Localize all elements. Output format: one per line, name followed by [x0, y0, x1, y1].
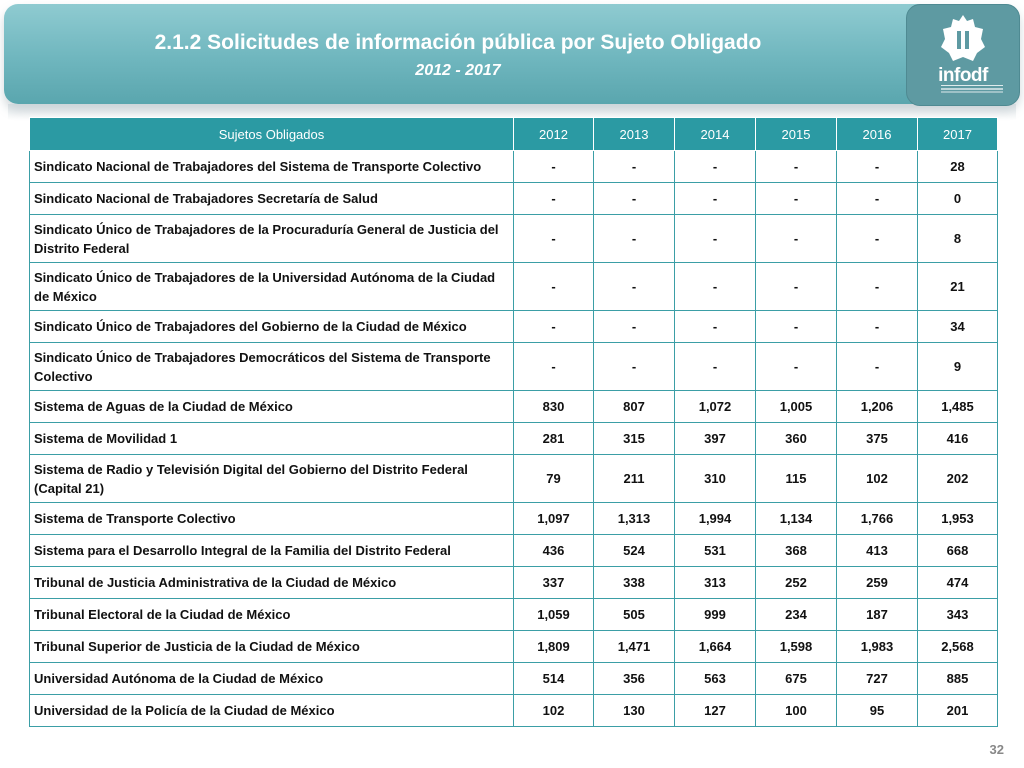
table-row: [30, 311, 998, 343]
value-cell: 102: [514, 695, 594, 727]
value-cell: 95: [837, 695, 918, 727]
subject-name-cell: Sistema de Transporte Colectivo: [30, 503, 514, 535]
table-row: [30, 631, 998, 663]
value-cell: -: [675, 263, 756, 311]
value-cell: 1,059: [514, 599, 594, 631]
value-cell: -: [594, 311, 675, 343]
shield-emblem-icon: [937, 13, 989, 63]
value-cell: -: [514, 215, 594, 263]
value-cell: 187: [837, 599, 918, 631]
table-row: [30, 263, 998, 311]
value-cell: 100: [756, 695, 837, 727]
logo-wordmark: infodf: [938, 65, 988, 86]
value-cell: 524: [594, 535, 675, 567]
value-cell: 9: [918, 343, 998, 391]
logo-tagline-lines: [941, 85, 1003, 87]
table-row: [30, 455, 998, 503]
value-cell: -: [594, 183, 675, 215]
value-cell: 1,072: [675, 391, 756, 423]
page-number: 32: [989, 742, 1004, 757]
value-cell: 1,485: [918, 391, 998, 423]
value-cell: 211: [594, 455, 675, 503]
value-cell: 416: [918, 423, 998, 455]
value-cell: 21: [918, 263, 998, 311]
value-cell: 413: [837, 535, 918, 567]
value-cell: -: [675, 311, 756, 343]
column-header-year: 2016: [837, 118, 918, 151]
table-row: [30, 503, 998, 535]
value-cell: -: [756, 311, 837, 343]
value-cell: 252: [756, 567, 837, 599]
value-cell: 999: [675, 599, 756, 631]
value-cell: 115: [756, 455, 837, 503]
table-body: [30, 151, 998, 727]
value-cell: -: [514, 263, 594, 311]
value-cell: 1,664: [675, 631, 756, 663]
subject-name-cell: Sindicato Nacional de Trabajadores Secretaría de Salud: [30, 183, 514, 215]
value-cell: 1,809: [514, 631, 594, 663]
value-cell: -: [594, 263, 675, 311]
value-cell: 0: [918, 183, 998, 215]
table-row: [30, 215, 998, 263]
table-row: [30, 663, 998, 695]
subject-name-cell: Sindicato Único de Trabajadores de la Universidad Autónoma de la Ciudad de México: [30, 263, 514, 311]
value-cell: 360: [756, 423, 837, 455]
value-cell: 368: [756, 535, 837, 567]
value-cell: 34: [918, 311, 998, 343]
table-row: [30, 423, 998, 455]
value-cell: 1,134: [756, 503, 837, 535]
page-subtitle: 2012 - 2017: [415, 62, 501, 79]
value-cell: 514: [514, 663, 594, 695]
subject-name-cell: Sistema para el Desarrollo Integral de la Familia del Distrito Federal: [30, 535, 514, 567]
value-cell: -: [837, 183, 918, 215]
value-cell: 310: [675, 455, 756, 503]
value-cell: 1,206: [837, 391, 918, 423]
value-cell: 563: [675, 663, 756, 695]
value-cell: -: [756, 263, 837, 311]
value-cell: 727: [837, 663, 918, 695]
value-cell: -: [837, 343, 918, 391]
value-cell: 1,471: [594, 631, 675, 663]
subject-name-cell: Universidad Autónoma de la Ciudad de México: [30, 663, 514, 695]
value-cell: -: [675, 343, 756, 391]
subject-name-cell: Universidad de la Policía de la Ciudad de México: [30, 695, 514, 727]
value-cell: -: [514, 343, 594, 391]
value-cell: 1,598: [756, 631, 837, 663]
value-cell: -: [756, 183, 837, 215]
page-title: 2.1.2 Solicitudes de información pública por Sujeto Obligado: [154, 31, 762, 54]
subject-name-cell: Tribunal Electoral de la Ciudad de México: [30, 599, 514, 631]
value-cell: -: [514, 183, 594, 215]
value-cell: 281: [514, 423, 594, 455]
value-cell: 343: [918, 599, 998, 631]
value-cell: 436: [514, 535, 594, 567]
value-cell: 505: [594, 599, 675, 631]
subject-name-cell: Sindicato Único de Trabajadores del Gobierno de la Ciudad de México: [30, 311, 514, 343]
value-cell: 338: [594, 567, 675, 599]
value-cell: -: [756, 343, 837, 391]
value-cell: 79: [514, 455, 594, 503]
value-cell: 830: [514, 391, 594, 423]
value-cell: 130: [594, 695, 675, 727]
value-cell: 1,005: [756, 391, 837, 423]
value-cell: 1,313: [594, 503, 675, 535]
value-cell: -: [837, 151, 918, 183]
value-cell: -: [514, 311, 594, 343]
subject-name-cell: Sindicato Único de Trabajadores de la Procuraduría General de Justicia del Distrito Federal: [30, 215, 514, 263]
value-cell: -: [594, 151, 675, 183]
value-cell: 375: [837, 423, 918, 455]
value-cell: -: [756, 151, 837, 183]
column-header-year: 2017: [918, 118, 998, 151]
value-cell: 675: [756, 663, 837, 695]
value-cell: 1,097: [514, 503, 594, 535]
subject-name-cell: Sistema de Radio y Televisión Digital del Gobierno del Distrito Federal (Capital 21): [30, 455, 514, 503]
table-row: [30, 343, 998, 391]
table-row: [30, 599, 998, 631]
table-header-row: [30, 118, 998, 151]
value-cell: 102: [837, 455, 918, 503]
column-header-subject: Sujetos Obligados: [30, 118, 514, 151]
value-cell: 127: [675, 695, 756, 727]
table-row: [30, 535, 998, 567]
value-cell: -: [837, 215, 918, 263]
value-cell: -: [594, 343, 675, 391]
value-cell: 315: [594, 423, 675, 455]
column-header-year: 2012: [514, 118, 594, 151]
subject-name-cell: Tribunal de Justicia Administrativa de la Ciudad de México: [30, 567, 514, 599]
value-cell: 1,953: [918, 503, 998, 535]
value-cell: 397: [675, 423, 756, 455]
value-cell: 28: [918, 151, 998, 183]
requests-table: [29, 117, 998, 727]
table-row: [30, 151, 998, 183]
value-cell: 807: [594, 391, 675, 423]
value-cell: 885: [918, 663, 998, 695]
value-cell: -: [514, 151, 594, 183]
table-row: [30, 391, 998, 423]
column-header-year: 2013: [594, 118, 675, 151]
value-cell: 313: [675, 567, 756, 599]
value-cell: 668: [918, 535, 998, 567]
value-cell: 259: [837, 567, 918, 599]
table-row: [30, 695, 998, 727]
table-row: [30, 567, 998, 599]
value-cell: -: [675, 151, 756, 183]
value-cell: -: [756, 215, 837, 263]
value-cell: 8: [918, 215, 998, 263]
column-header-year: 2015: [756, 118, 837, 151]
subject-name-cell: Sistema de Aguas de la Ciudad de México: [30, 391, 514, 423]
value-cell: -: [837, 311, 918, 343]
value-cell: 1,994: [675, 503, 756, 535]
value-cell: -: [675, 215, 756, 263]
value-cell: 1,983: [837, 631, 918, 663]
value-cell: 531: [675, 535, 756, 567]
subject-name-cell: Sindicato Nacional de Trabajadores del Sistema de Transporte Colectivo: [30, 151, 514, 183]
subject-name-cell: Sindicato Único de Trabajadores Democráticos del Sistema de Transporte Colectivo: [30, 343, 514, 391]
table-row: [30, 183, 998, 215]
value-cell: -: [675, 183, 756, 215]
subject-name-cell: Tribunal Superior de Justicia de la Ciudad de México: [30, 631, 514, 663]
value-cell: 201: [918, 695, 998, 727]
value-cell: 356: [594, 663, 675, 695]
value-cell: -: [837, 263, 918, 311]
value-cell: 1,766: [837, 503, 918, 535]
subject-name-cell: Sistema de Movilidad 1: [30, 423, 514, 455]
infodf-logo: [906, 4, 1020, 106]
value-cell: 474: [918, 567, 998, 599]
column-header-year: 2014: [675, 118, 756, 151]
value-cell: -: [594, 215, 675, 263]
value-cell: 2,568: [918, 631, 998, 663]
value-cell: 234: [756, 599, 837, 631]
value-cell: 202: [918, 455, 998, 503]
value-cell: 337: [514, 567, 594, 599]
